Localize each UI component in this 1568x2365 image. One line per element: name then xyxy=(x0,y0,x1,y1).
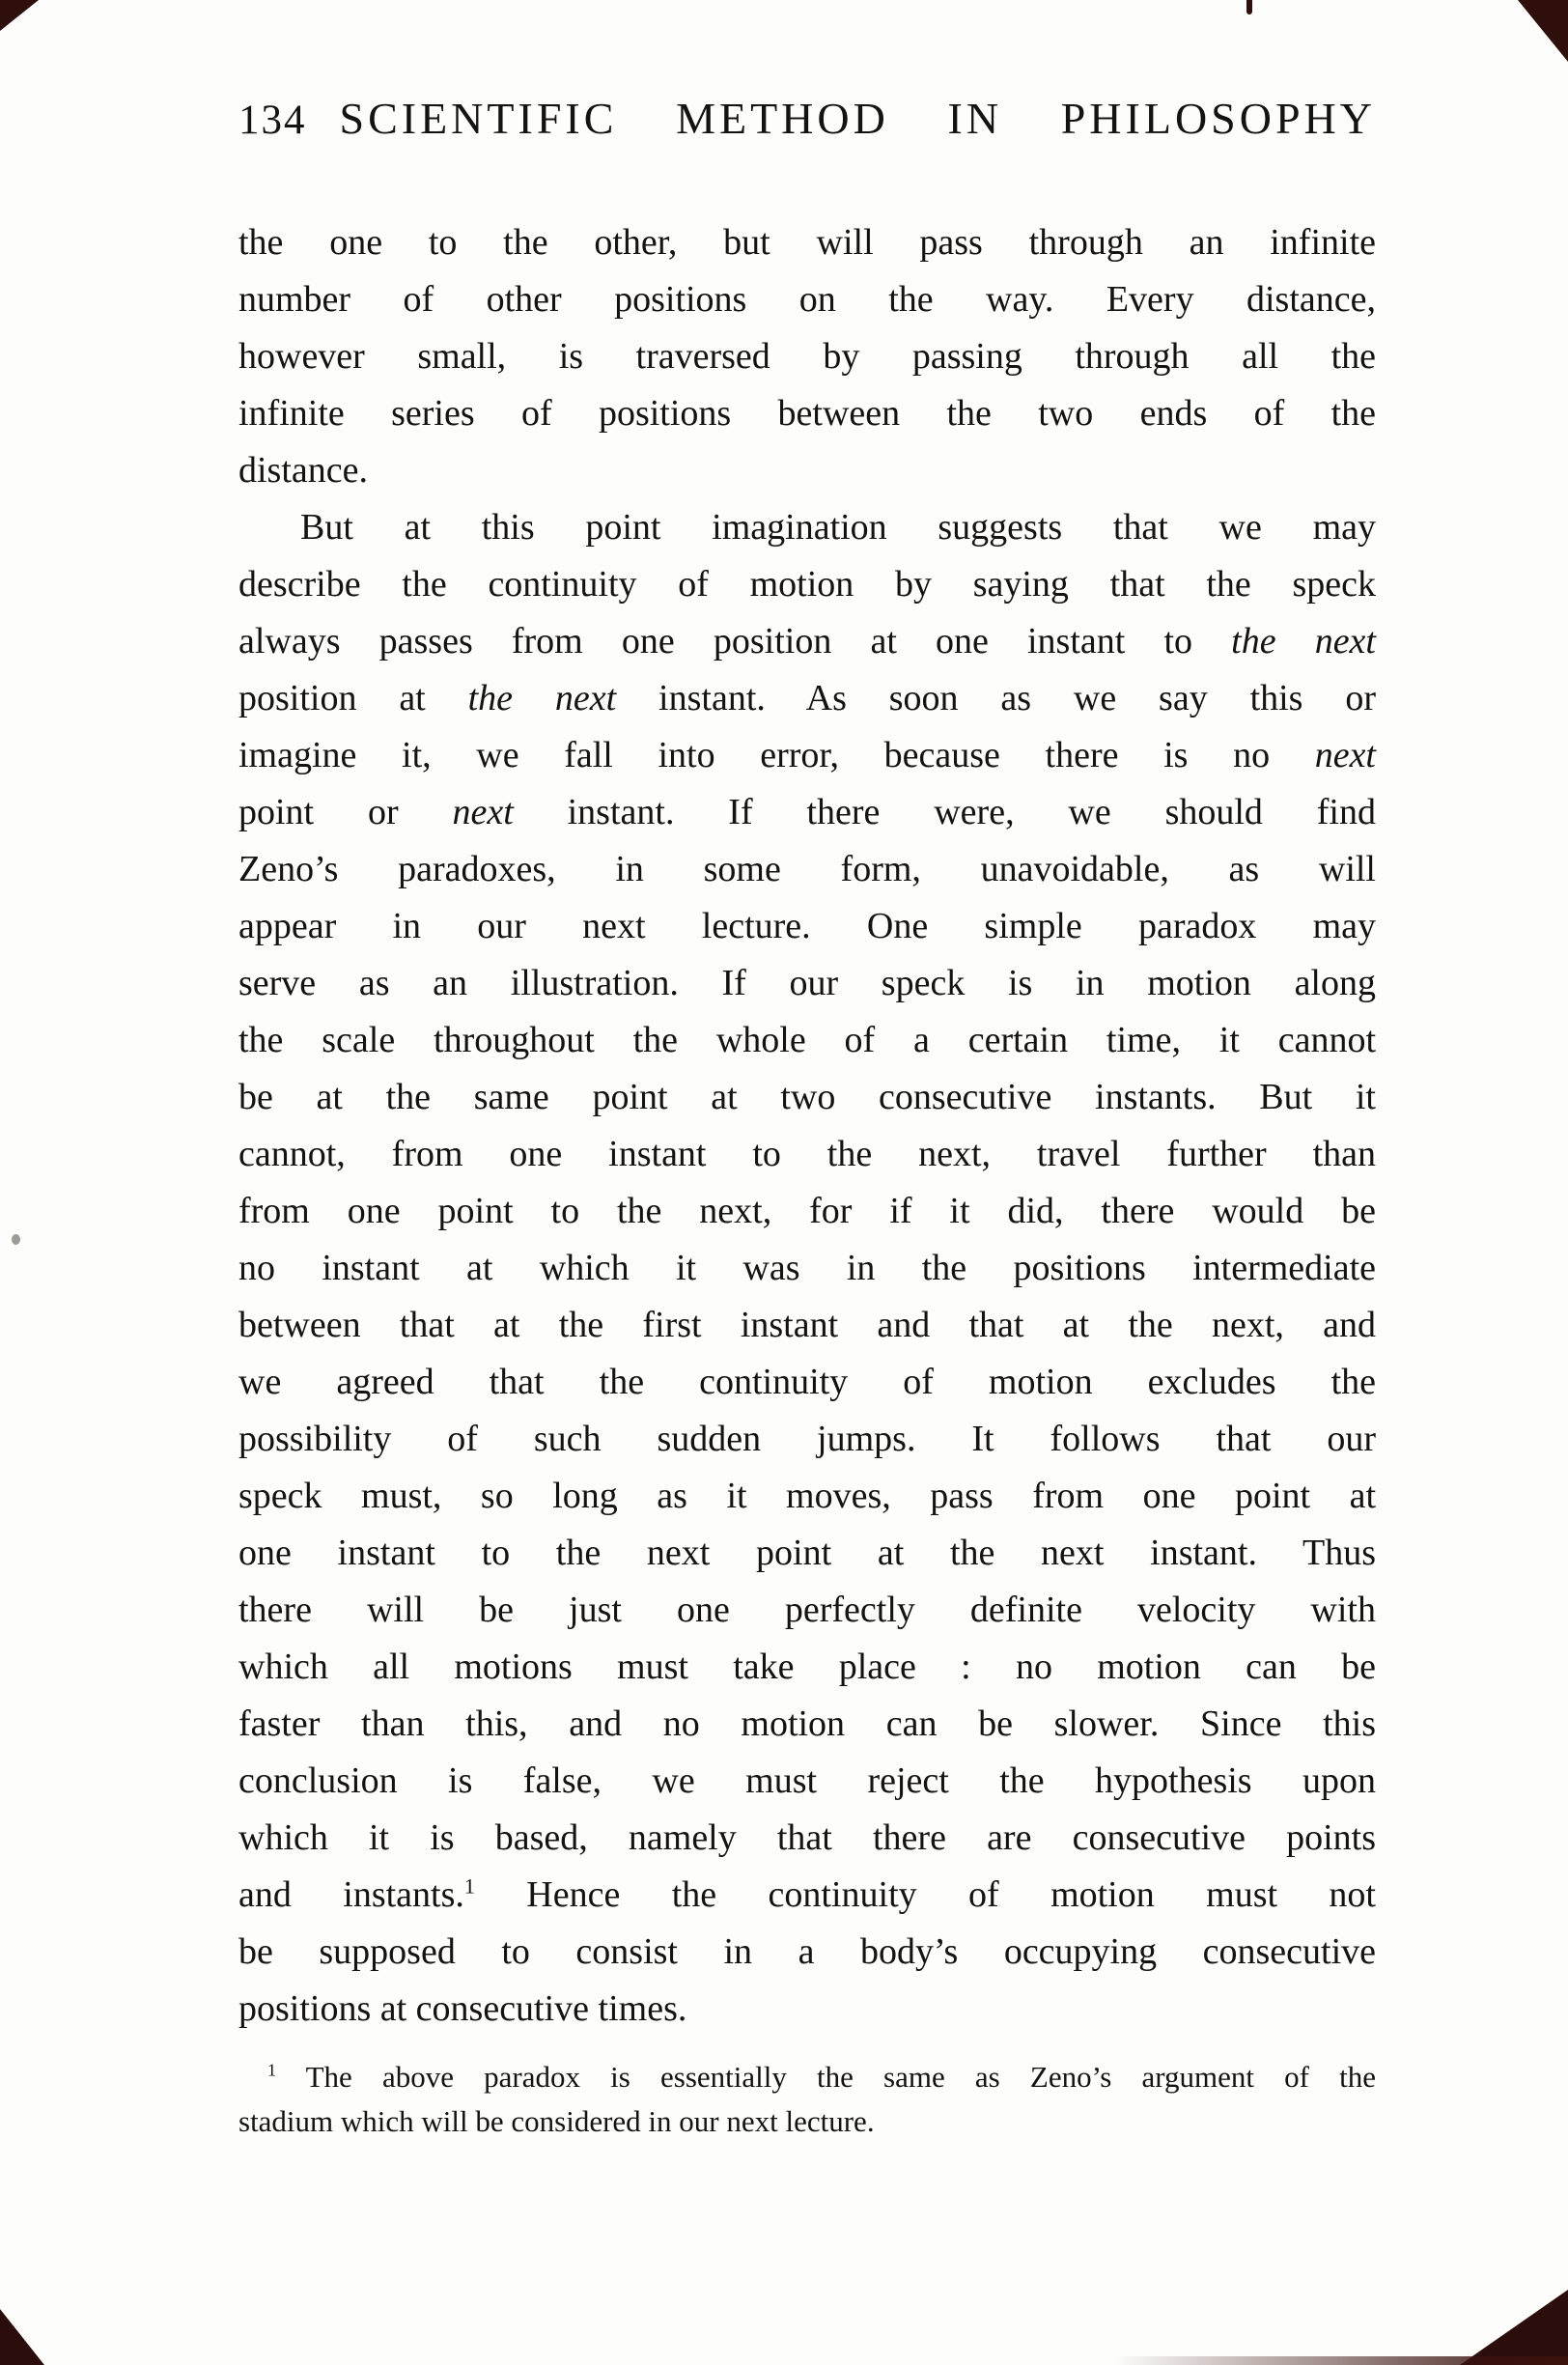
scan-corner-artifact-bottom-left xyxy=(0,2309,44,2365)
emphasized-text: the next xyxy=(1231,621,1376,662)
footnote-marker: 1 xyxy=(267,2060,276,2080)
text-line xyxy=(238,1639,1376,1696)
text-segment: position at xyxy=(238,678,468,718)
text-line xyxy=(238,271,1376,328)
text-line xyxy=(238,1981,1376,2038)
text-line xyxy=(238,1069,1376,1126)
text-line xyxy=(238,385,1376,442)
text-segment: appear in our next lecture. One simple paradox may xyxy=(238,906,1376,946)
text-segment: faster than this, and no motion can be slower. Since this xyxy=(238,1703,1376,1744)
page-number: 134 xyxy=(238,98,307,143)
text-line xyxy=(238,1012,1376,1069)
text-line xyxy=(238,1126,1376,1183)
text-segment: which it is based, namely that there are consecutive points xyxy=(238,1817,1376,1858)
text-line xyxy=(238,1297,1376,1354)
text-segment: and instants. xyxy=(238,1874,464,1915)
text-segment: describe the continuity of motion by saying that the speck xyxy=(238,564,1376,605)
text-line xyxy=(238,1354,1376,1411)
text-line xyxy=(238,670,1376,727)
scan-speck-left xyxy=(12,1234,20,1245)
emphasized-text: the next xyxy=(467,678,617,718)
text-segment: between that at the first instant and that at the next, and xyxy=(238,1305,1376,1345)
paragraph xyxy=(238,214,1376,499)
text-line xyxy=(238,955,1376,1012)
text-segment: serve as an illustration. If our speck is in motion along xyxy=(238,963,1376,1003)
text-segment: instant. If there were, we should find xyxy=(513,792,1376,832)
text-segment: the scale throughout the whole of a certain time, it cannot xyxy=(238,1020,1376,1060)
text-line xyxy=(238,1240,1376,1297)
text-segment: we agreed that the continuity of motion excludes the xyxy=(238,1362,1376,1402)
text-line xyxy=(238,1696,1376,1753)
text-line xyxy=(238,1867,1376,1924)
text-line xyxy=(238,442,1376,499)
paragraph xyxy=(238,499,1376,2038)
text-line xyxy=(238,1810,1376,1867)
text-segment: which all motions must take place : no motion can be xyxy=(238,1647,1376,1687)
text-line xyxy=(238,1753,1376,1810)
text-segment: conclusion is false, we must reject the hypothesis upon xyxy=(238,1760,1376,1801)
text-segment: cannot, from one instant to the next, travel further than xyxy=(238,1134,1376,1174)
text-segment: distance. xyxy=(238,450,369,491)
text-segment: always passes from one position at one instant to xyxy=(238,621,1232,662)
text-line xyxy=(238,2099,1376,2144)
text-line xyxy=(238,214,1376,271)
text-line xyxy=(238,1468,1376,1525)
footnote xyxy=(238,2055,1376,2144)
body-text xyxy=(238,214,1376,2038)
text-line xyxy=(238,1924,1376,1981)
text-line xyxy=(238,898,1376,955)
text-segment: speck must, so long as it moves, pass from one point at xyxy=(238,1476,1376,1516)
scan-corner-artifact-bottom-right xyxy=(1460,2290,1568,2365)
text-segment: Zeno’s paradoxes, in some form, unavoidable, as will xyxy=(238,849,1376,889)
text-segment: possibility of such sudden jumps. It follows that our xyxy=(238,1419,1376,1459)
text-segment: number of other positions on the way. Every distance, xyxy=(238,279,1376,320)
running-title: SCIENTIFIC METHOD IN PHILOSOPHY xyxy=(339,94,1376,143)
text-segment: there will be just one perfectly definite velocity with xyxy=(238,1590,1376,1630)
scan-corner-artifact-top-left xyxy=(0,0,39,31)
text-segment: one instant to the next point at the next instant. Thus xyxy=(238,1533,1376,1573)
text-line xyxy=(238,2055,1376,2099)
running-head xyxy=(238,93,1376,144)
text-segment: instant. As soon as we say this or xyxy=(616,678,1376,718)
text-line xyxy=(238,1411,1376,1468)
text-line xyxy=(238,784,1376,841)
emphasized-text: next xyxy=(1314,735,1376,775)
text-segment: infinite series of positions between the two ends of the xyxy=(238,393,1376,434)
text-line xyxy=(238,1183,1376,1240)
footnote-marker: 1 xyxy=(463,1873,475,1899)
text-line xyxy=(238,841,1376,898)
text-segment: be at the same point at two consecutive instants. But it xyxy=(238,1077,1376,1117)
text-line xyxy=(238,613,1376,670)
scan-corner-artifact-top-right xyxy=(1518,0,1568,62)
text-line xyxy=(238,1582,1376,1639)
text-line xyxy=(238,727,1376,784)
scan-edge-mark-top xyxy=(1246,0,1252,14)
text-segment: But at this point imagination suggests that we may xyxy=(300,507,1376,548)
text-segment: Hence the continuity of motion must not xyxy=(474,1874,1376,1915)
text-segment: imagine it, we fall into error, because there is no xyxy=(238,735,1315,775)
text-segment: the one to the other, but will pass through an infinite xyxy=(238,222,1376,263)
text-segment: be supposed to consist in a body’s occupying consecutive xyxy=(238,1931,1376,1972)
text-line xyxy=(238,499,1376,556)
text-line xyxy=(238,556,1376,613)
text-segment: from one point to the next, for if it did, there would be xyxy=(238,1191,1376,1231)
text-segment: however small, is traversed by passing through all the xyxy=(238,336,1376,377)
emphasized-text: next xyxy=(452,792,514,832)
text-line xyxy=(238,328,1376,385)
scan-edge-strip-bottom xyxy=(1114,2356,1568,2365)
text-segment: positions at consecutive times. xyxy=(238,1988,687,2029)
text-segment: The above paradox is essentially the same as Zeno’s argument of the xyxy=(275,2060,1376,2094)
text-segment: point or xyxy=(238,792,453,832)
text-line xyxy=(238,1525,1376,1582)
text-segment: no instant at which it was in the positions intermediate xyxy=(238,1248,1376,1288)
text-segment: stadium which will be considered in our next lecture. xyxy=(238,2104,875,2138)
